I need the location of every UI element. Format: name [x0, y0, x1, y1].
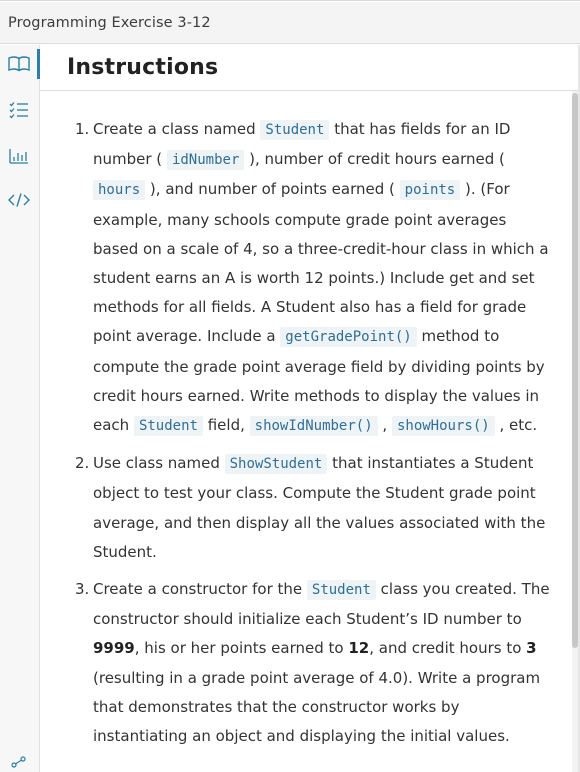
checklist-button[interactable] [0, 95, 38, 125]
code-showstudent: ShowStudent [225, 454, 328, 474]
share-button[interactable] [0, 751, 38, 772]
code-getgradepoint: getGradePoint() [280, 327, 416, 347]
item-text: , his or her points earned to [134, 639, 349, 658]
item-text: ), and number of points earned ( [145, 180, 400, 199]
item-text: , and credit hours to [369, 639, 527, 658]
item-number: 3. [75, 580, 90, 599]
code-idnumber: idNumber [167, 150, 244, 170]
results-button[interactable] [0, 141, 38, 171]
window-title: Programming Exercise 3-12 [8, 14, 211, 31]
item-text: , [377, 416, 392, 435]
bold-points-value: 12 [348, 639, 370, 658]
panel-header [40, 45, 578, 91]
item-text: Create a constructor for the [93, 580, 307, 599]
code-icon [8, 192, 30, 208]
item-text: ). (For example, many schools compute grade point averages based on a scale of 4, so a three-credit-hour class in which a student earns an A is worth 12 points.) Include get and set methods for all fields. A Student also has a field for grade point average. Include a [93, 180, 549, 346]
instruction-item-3 [75, 575, 550, 751]
item-number: 2. [75, 454, 90, 473]
item-text: that has fields for an ID number ( [93, 120, 511, 169]
instruction-item-1 [75, 115, 550, 441]
share-icon [11, 756, 27, 768]
code-student-field: Student [134, 416, 203, 436]
instructions-list [75, 115, 550, 751]
bar-chart-icon [9, 148, 29, 164]
left-rail [0, 45, 40, 772]
code-button[interactable] [0, 185, 38, 215]
item-text: Create a class named [93, 120, 261, 138]
item-number: 1. [75, 120, 90, 138]
instruction-item-2 [75, 449, 550, 567]
code-showidnumber: showIdNumber() [250, 416, 378, 436]
title-bar [0, 2, 580, 44]
code-points: points [400, 180, 461, 200]
instructions-content[interactable] [40, 91, 572, 772]
item-text: class you created. The constructor should initialize each Student’s ID number to [93, 580, 550, 629]
item-text: , etc. [494, 416, 538, 435]
bold-hours-value: 3 [526, 639, 537, 658]
item-text: ), number of credit hours earned ( [244, 150, 505, 169]
code-hours: hours [93, 180, 145, 200]
item-text: Use class named [93, 454, 225, 473]
bold-id-value: 9999 [93, 639, 135, 658]
checklist-icon [9, 101, 29, 119]
instructions-book-icon[interactable] [0, 49, 40, 79]
code-student-class: Student [307, 580, 376, 600]
item-text: that instantiates a Student object to test your class. Compute the Student grade point average, and then display all the values associated with the Student. [93, 454, 546, 561]
item-text: method to compute the grade point average field by dividing points by credit hours earned. Write methods to display the values in each [93, 327, 545, 435]
panel-title: Instructions [67, 55, 219, 80]
code-student: Student [260, 120, 329, 140]
book-icon [8, 56, 30, 72]
item-text: (resulting in a grade point average of 4.0). Write a program that demonstrates that the constructor works by instantiating an object and displaying the initial values. [93, 668, 541, 746]
item-text: field, [202, 416, 250, 435]
code-showhours: showHours() [392, 416, 495, 436]
